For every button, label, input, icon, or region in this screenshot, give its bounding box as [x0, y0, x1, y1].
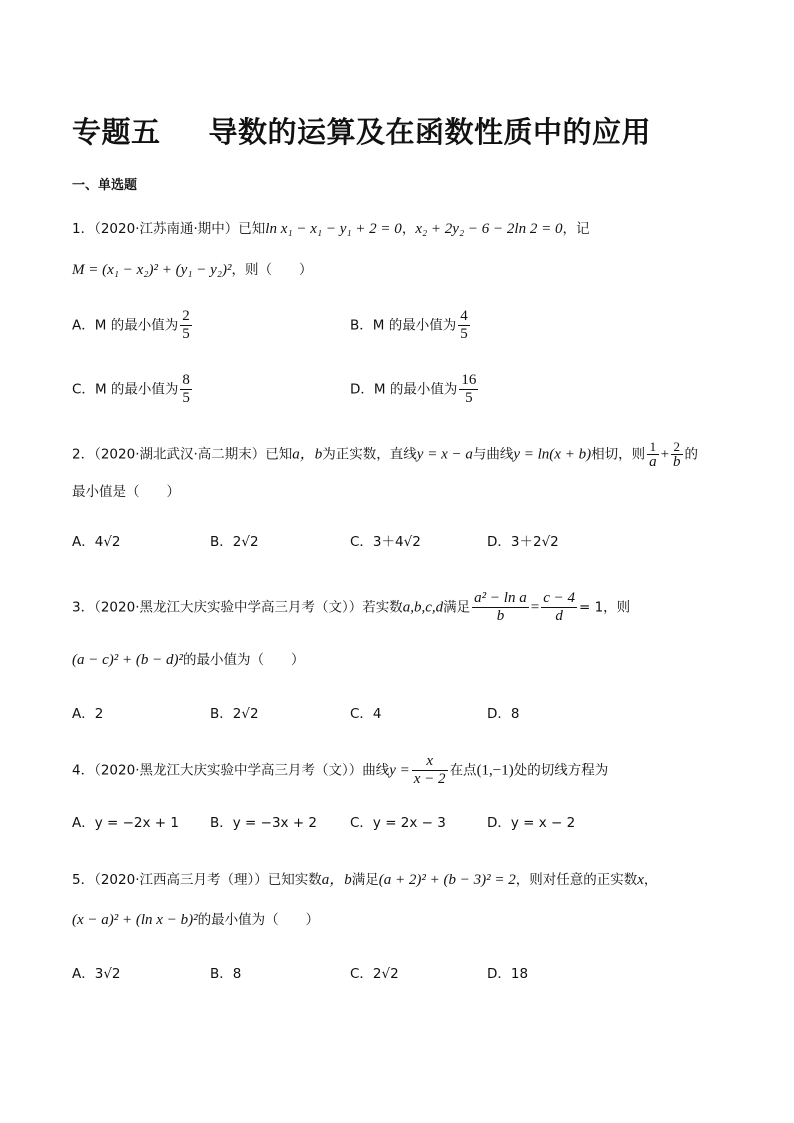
q1-c-text: M 的最小值为: [94, 381, 179, 398]
q2-option-a[interactable]: A．4√2: [72, 534, 121, 550]
q3-option-b[interactable]: B．2√2: [210, 706, 259, 722]
q4-f-den: x − 2: [413, 771, 446, 787]
q1-d-num: 16: [461, 372, 477, 388]
q3-stem-line1: [72, 590, 630, 625]
q3-f2-num: c − 4: [543, 590, 575, 606]
q3-eq: =: [530, 599, 540, 616]
q1-tail: ，则（ ）: [231, 262, 313, 278]
q2-t3: 相切，则: [591, 446, 646, 463]
q1-a-den: 5: [182, 326, 190, 342]
title-topic: 专题五: [72, 115, 161, 149]
q1-b-frac: [458, 308, 470, 343]
q2-stem-line2: 最小值是（ ）: [72, 484, 180, 500]
q5-t3: ，: [643, 872, 658, 888]
q4-option-d[interactable]: D．y = x − 2: [487, 815, 576, 831]
q1-a-label: A．: [72, 317, 95, 334]
q4-option-c[interactable]: C．y = 2x − 3: [350, 815, 446, 831]
q3-vars: a,b,c,d: [402, 599, 444, 616]
q1-d-text: M 的最小值为: [373, 381, 458, 398]
q3-frac1: [472, 590, 529, 625]
title-subject: 导数的运算及在函数性质中的应用: [208, 115, 652, 149]
q5-option-a[interactable]: A．3√2: [72, 966, 121, 982]
q2-t2: 与曲线: [472, 446, 514, 463]
q1-option-c[interactable]: [72, 372, 194, 407]
q2-option-d[interactable]: D．3＋2√2: [487, 534, 559, 550]
q3-t1: 满足: [443, 599, 471, 616]
q3-source: 3．（2020·黑龙江大庆实验中学高三月考（文））若实数: [72, 599, 403, 616]
q4-t1: 在点: [449, 762, 477, 779]
q1-eq1: ln x₁ − x₁ − y₁ + 2 = 0: [265, 221, 402, 237]
q1-m-expr: M = (x₁ − x₂)² + (y₁ − y₂)²: [72, 262, 232, 278]
q2-stem-line1: [72, 440, 698, 469]
q1-d-label: D．: [350, 381, 374, 398]
q3-option-a[interactable]: A．2: [72, 706, 104, 722]
q2-line-eq: y = x − a: [416, 446, 473, 463]
q1-stem-line2: [72, 260, 312, 280]
q4-stem: [72, 753, 608, 788]
q5-option-d[interactable]: D．18: [487, 966, 529, 982]
q3-t3: 的最小值为（ ）: [183, 652, 305, 668]
q1-stem-line1: [72, 219, 589, 239]
q3-f1-den: b: [496, 608, 505, 624]
q1-option-d[interactable]: [350, 372, 480, 407]
q3-option-c[interactable]: C．4: [350, 706, 382, 722]
q2-option-b[interactable]: B．2√2: [210, 534, 259, 550]
q1-b-label: B．: [350, 317, 373, 334]
q5-t4: 的最小值为（ ）: [197, 912, 320, 928]
q5-option-c[interactable]: C．2√2: [350, 966, 399, 982]
q4-frac: [412, 753, 448, 788]
q3-option-d[interactable]: D．8: [487, 706, 520, 722]
q1-c-label: C．: [72, 381, 95, 398]
q1-eq2: x₂ + 2y₂ − 6 − 2ln 2 = 0: [415, 221, 563, 237]
q5-source: 5．（2020·江西高三月考（理））已知实数: [72, 872, 322, 888]
q2-f1-num: 1: [647, 440, 659, 455]
q3-expr: (a − c)² + (b − d)²: [72, 652, 183, 668]
q1-a-num: 2: [182, 308, 190, 324]
q5-expr: (x − a)² + (ln x − b)²: [72, 912, 198, 928]
q5-t1: 满足: [351, 872, 379, 888]
q4-t2: 处的切线方程为: [513, 762, 609, 779]
q3-stem-line2: [72, 650, 305, 670]
q2-plus: +: [660, 446, 670, 463]
q1-c-num: 8: [182, 372, 190, 388]
q4-option-a[interactable]: A．y = −2x + 1: [72, 815, 179, 831]
q2-option-c[interactable]: C．3＋4√2: [350, 534, 421, 550]
q1-a-text: M 的最小值为: [94, 317, 179, 334]
page-title: [72, 110, 651, 151]
q5-option-b[interactable]: B．8: [210, 966, 242, 982]
q2-frac1: [647, 440, 659, 469]
q2-f2-num: 2: [671, 440, 683, 455]
q1-b-text: M 的最小值为: [372, 317, 457, 334]
q3-f1-num: a² − ln a: [474, 590, 527, 606]
q1-d-den: 5: [465, 390, 473, 406]
q1-option-a[interactable]: [72, 308, 194, 343]
q2-f1-den: a: [649, 454, 657, 470]
q2-t1: 为正实数，直线: [322, 446, 417, 463]
q1-a-frac: [180, 308, 192, 343]
q2-curve-eq: y = ln(x + b): [513, 446, 592, 463]
q5-stem-line2: [72, 910, 319, 930]
q3-t2: = 1，则: [578, 599, 631, 616]
q3-frac2: [541, 590, 577, 625]
q4-f-num: x: [412, 753, 448, 771]
q5-vars: a，b: [321, 872, 352, 888]
q1-end: ，记: [562, 221, 590, 237]
q2-vars: a，b: [292, 446, 323, 463]
q4-option-b[interactable]: B．y = −3x + 2: [210, 815, 318, 831]
q5-t2: ，则对任意的正实数: [515, 872, 638, 888]
q1-b-num: 4: [460, 308, 468, 324]
q4-source: 4．（2020·黑龙江大庆实验中学高三月考（文））曲线: [72, 762, 390, 779]
q4-y: y =: [389, 762, 410, 779]
q2-frac2: [671, 440, 683, 469]
q4-point: (1,−1): [476, 762, 514, 779]
q1-option-b[interactable]: [350, 308, 472, 343]
q5-stem-line1: [72, 870, 657, 890]
q2-t4: 的: [684, 446, 699, 463]
section-heading: 一、单选题: [72, 178, 138, 193]
q1-c-frac: [180, 372, 192, 407]
q2-f2-den: b: [673, 454, 681, 470]
q5-condition: (a + 2)² + (b − 3)² = 2: [378, 872, 516, 888]
q1-c-den: 5: [182, 390, 190, 406]
q1-b-den: 5: [460, 326, 468, 342]
q2-source: 2．（2020·湖北武汉·高二期末）已知: [72, 446, 293, 463]
q1-source: 1．（2020·江苏南通·期中）已知: [72, 221, 266, 237]
q1-d-frac: [459, 372, 478, 407]
q1-sep: ，: [401, 221, 416, 237]
q5-x: x: [637, 872, 644, 888]
q3-f2-den: d: [555, 608, 563, 624]
